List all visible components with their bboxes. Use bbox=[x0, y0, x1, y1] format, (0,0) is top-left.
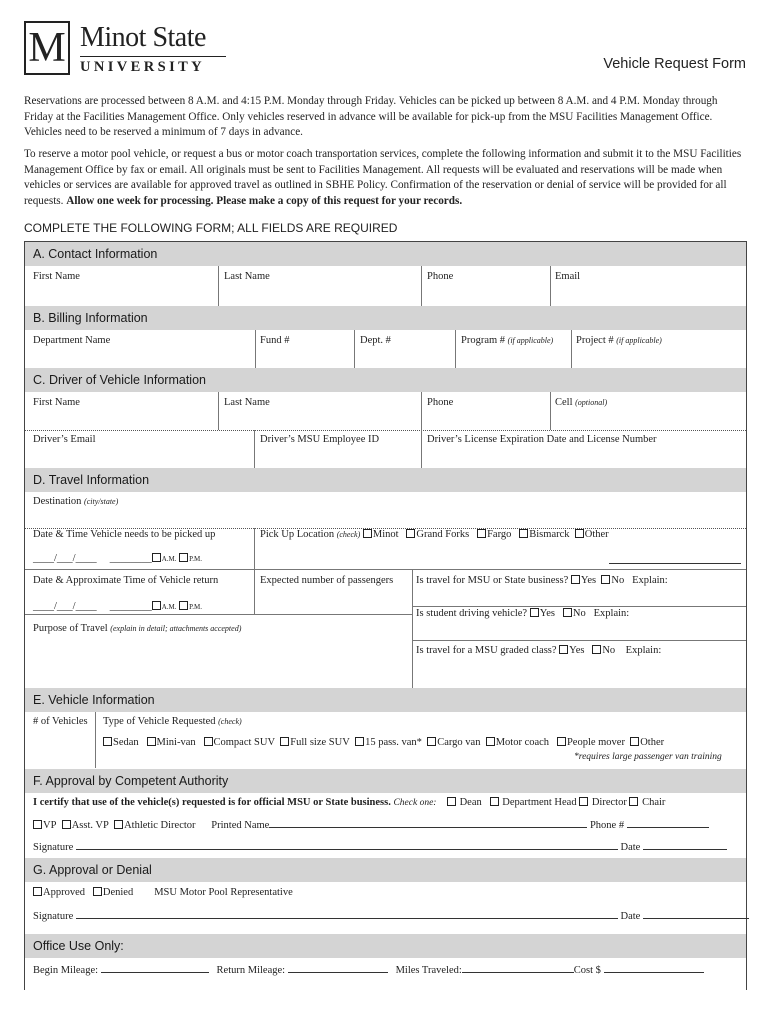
driver-email-field[interactable]: Driver’s Email bbox=[33, 434, 96, 445]
location-bismarck-checkbox[interactable] bbox=[519, 529, 528, 538]
request-form bbox=[24, 241, 747, 990]
section-b-header: B. Billing Information bbox=[25, 306, 746, 330]
location-fargo-checkbox[interactable] bbox=[477, 529, 486, 538]
return-datetime-label: Date & Approximate Time of Vehicle return bbox=[33, 575, 219, 586]
approved-checkbox[interactable] bbox=[33, 887, 42, 896]
billing-fund-field[interactable]: Fund # bbox=[260, 335, 290, 346]
billing-dept-number-field[interactable]: Dept. # bbox=[360, 335, 391, 346]
contact-first-name-field[interactable]: First Name bbox=[33, 271, 80, 282]
contact-phone-field[interactable]: Phone bbox=[427, 271, 454, 282]
decision-signature-input[interactable] bbox=[76, 909, 618, 919]
pickup-datetime-field[interactable]: ____/___/____ ________ A.M. P.M. bbox=[33, 553, 202, 564]
cost-input[interactable] bbox=[604, 963, 704, 973]
passengers-field[interactable]: Expected number of passengers bbox=[260, 575, 394, 586]
logo-divider bbox=[80, 56, 226, 57]
denied-checkbox[interactable] bbox=[93, 887, 102, 896]
graded-class-question: Is travel for a MSU graded class? Yes No Explain: bbox=[416, 645, 662, 656]
role-chair-checkbox[interactable] bbox=[629, 797, 638, 806]
destination-field[interactable]: Destination (city/state) bbox=[33, 496, 119, 507]
driver-license-field[interactable]: Driver’s License Expiration Date and License Number bbox=[427, 434, 657, 445]
pickup-datetime-label: Date & Time Vehicle needs to be picked up bbox=[33, 529, 216, 540]
pickup-pm-checkbox[interactable] bbox=[179, 553, 188, 562]
pickup-am-checkbox[interactable] bbox=[152, 553, 161, 562]
page-title: Vehicle Request Form bbox=[603, 56, 746, 72]
driver-first-name-field[interactable]: First Name bbox=[33, 397, 80, 408]
billing-program-field[interactable]: Program # (if applicable) bbox=[461, 335, 554, 346]
graded-no-checkbox[interactable] bbox=[592, 645, 601, 654]
office-use-header: Office Use Only: bbox=[25, 934, 746, 958]
section-e-header: E. Vehicle Information bbox=[25, 688, 746, 712]
vehicle-people-mover-checkbox[interactable] bbox=[557, 737, 566, 746]
vehicle-footnote: *requires large passenger van training bbox=[574, 752, 722, 762]
billing-department-name-field[interactable]: Department Name bbox=[33, 335, 111, 346]
vehicle-full-suv-checkbox[interactable] bbox=[280, 737, 289, 746]
decision-row: Approved Denied MSU Motor Pool Representative bbox=[33, 887, 293, 898]
billing-project-field[interactable]: Project # (if applicable) bbox=[576, 335, 662, 346]
printed-name-input[interactable] bbox=[269, 818, 587, 828]
vehicle-type-options: Sedan Mini-van Compact SUV Full size SUV 15 pass. van* Cargo van Motor coach People mover Other bbox=[103, 737, 664, 748]
approval-date-input[interactable] bbox=[643, 840, 727, 850]
driver-last-name-field[interactable]: Last Name bbox=[224, 397, 270, 408]
role-department-head-checkbox[interactable] bbox=[490, 797, 499, 806]
section-d-header: D. Travel Information bbox=[25, 468, 746, 492]
begin-mileage-input[interactable] bbox=[101, 963, 209, 973]
location-other-input[interactable] bbox=[609, 563, 741, 564]
intro-paragraph-1: Reservations are processed between 8 A.M. and 4:15 P.M. Monday through Friday. Vehicles can be picked up between 8 A.M. and 4 P.M. Monday through Friday at the Facilities Management Office. Only vehicles reserved in advance will be available for pick-up from the MSU Facilities Management Office. Vehicles need to be reserved a minimum of 7 days in advance. bbox=[24, 95, 718, 138]
student-driving-question: Is student driving vehicle? Yes No Explain: bbox=[416, 608, 630, 619]
vehicle-compact-suv-checkbox[interactable] bbox=[204, 737, 213, 746]
driver-phone-field[interactable]: Phone bbox=[427, 397, 454, 408]
role-athletic-director-checkbox[interactable] bbox=[114, 820, 123, 829]
logo-wordmark: Minot State bbox=[80, 22, 206, 53]
vehicle-minivan-checkbox[interactable] bbox=[147, 737, 156, 746]
vehicle-motor-coach-checkbox[interactable] bbox=[486, 737, 495, 746]
student-yes-checkbox[interactable] bbox=[530, 608, 539, 617]
business-no-checkbox[interactable] bbox=[601, 575, 610, 584]
vehicle-other-checkbox[interactable] bbox=[630, 737, 639, 746]
business-question: Is travel for MSU or State business? Yes No Explain: bbox=[416, 575, 668, 586]
role-vp-checkbox[interactable] bbox=[33, 820, 42, 829]
approval-signature-input[interactable] bbox=[76, 840, 618, 850]
contact-email-field[interactable]: Email bbox=[555, 271, 581, 282]
return-datetime-field[interactable]: ____/___/____ ________ A.M. P.M. bbox=[33, 601, 202, 612]
miles-traveled-input[interactable] bbox=[462, 963, 574, 973]
vehicle-type-label: Type of Vehicle Requested (check) bbox=[103, 716, 242, 727]
decision-date-input[interactable] bbox=[643, 909, 749, 919]
driver-cell-field[interactable]: Cell (optional) bbox=[555, 397, 608, 408]
number-of-vehicles-field[interactable]: # of Vehicles bbox=[33, 716, 88, 727]
logo-subtitle: UNIVERSITY bbox=[80, 59, 206, 75]
vehicle-cargo-van-checkbox[interactable] bbox=[427, 737, 436, 746]
certify-statement: I certify that use of the vehicle(s) requested is for official MSU or State business. Check one: Dean Department Head Director Chair bbox=[33, 797, 666, 808]
approval-signature-row: Signature Date bbox=[33, 840, 727, 853]
form-instructions-heading: COMPLETE THE FOLLOWING FORM; ALL FIELDS ARE REQUIRED bbox=[24, 221, 398, 235]
student-no-checkbox[interactable] bbox=[563, 608, 572, 617]
role-asst-vp-checkbox[interactable] bbox=[62, 820, 71, 829]
vehicle-15-pass-van-checkbox[interactable] bbox=[355, 737, 364, 746]
role-dean-checkbox[interactable] bbox=[447, 797, 456, 806]
return-mileage-input[interactable] bbox=[288, 963, 388, 973]
section-g-header: G. Approval or Denial bbox=[25, 858, 746, 882]
pickup-location-group: Pick Up Location (check) Minot Grand Forks Fargo Bismarck Other bbox=[260, 529, 609, 540]
return-pm-checkbox[interactable] bbox=[179, 601, 188, 610]
business-yes-checkbox[interactable] bbox=[571, 575, 580, 584]
contact-last-name-field[interactable]: Last Name bbox=[224, 271, 270, 282]
vehicle-sedan-checkbox[interactable] bbox=[103, 737, 112, 746]
graded-yes-checkbox[interactable] bbox=[559, 645, 568, 654]
approver-phone-input[interactable] bbox=[627, 818, 709, 828]
driver-employee-id-field[interactable]: Driver’s MSU Employee ID bbox=[260, 434, 380, 445]
intro-paragraph-2: To reserve a motor pool vehicle, or request a bus or motor coach transportation services, complete the following information and submit it to the MSU Facilities Management Office by fax or email. All originals must be sent to Facilities Management. All requests will be evaluated and reservations will be made when vehicles or services are available for approved travel as outlined in SBHE Policy. Confirmation of the reservation or denial of service will be provided for all requests. Allow one week for processing. Please make a copy of this request for your records. bbox=[24, 148, 742, 207]
decision-signature-row: Signature Date bbox=[33, 909, 749, 922]
role-row-2: VP Asst. VP Athletic Director Printed Name Phone # bbox=[33, 818, 709, 831]
intro-bold-note: Allow one week for processing. Please make a copy of this request for your records. bbox=[66, 194, 463, 207]
purpose-of-travel-field[interactable]: Purpose of Travel (explain in detail; attachments accepted) bbox=[33, 623, 242, 634]
section-c-header: C. Driver of Vehicle Information bbox=[25, 368, 746, 392]
logo-monogram: M bbox=[28, 25, 66, 71]
section-a-header: A. Contact Information bbox=[25, 242, 746, 266]
office-mileage-row: Begin Mileage: Return Mileage: Miles Traveled: Cost $ bbox=[33, 963, 704, 976]
location-grand-forks-checkbox[interactable] bbox=[406, 529, 415, 538]
role-director-checkbox[interactable] bbox=[579, 797, 588, 806]
return-am-checkbox[interactable] bbox=[152, 601, 161, 610]
section-f-header: F. Approval by Competent Authority bbox=[25, 769, 746, 793]
location-other-checkbox[interactable] bbox=[575, 529, 584, 538]
location-minot-checkbox[interactable] bbox=[363, 529, 372, 538]
